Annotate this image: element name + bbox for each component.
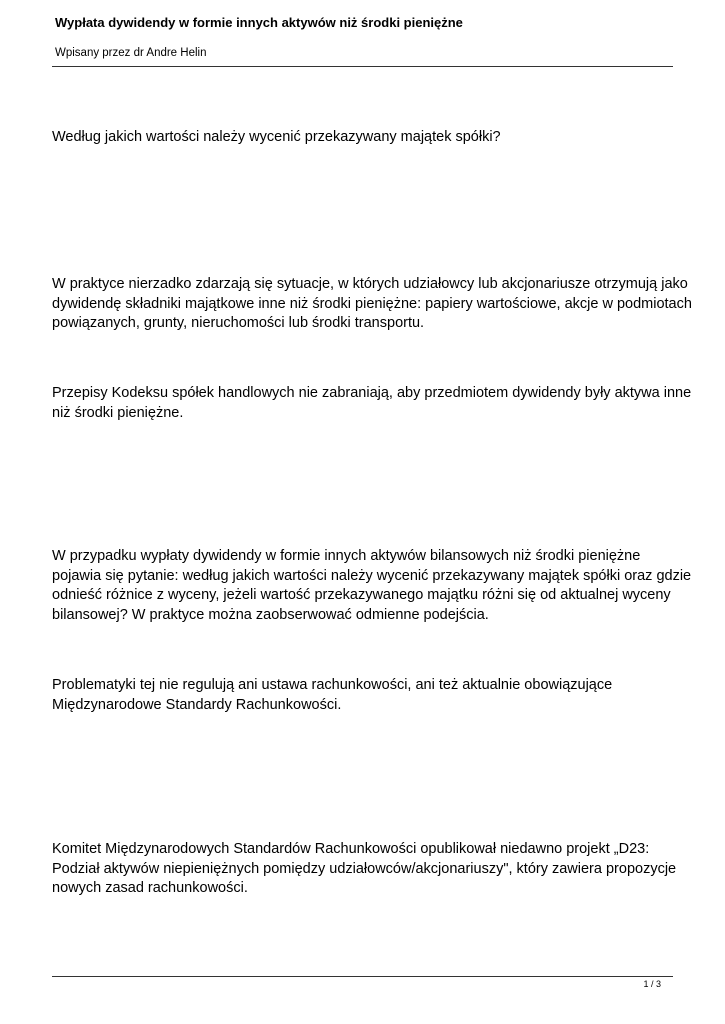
paragraph-valuation-question: W przypadku wypłaty dywidendy w formie innych aktywów bilansowych niż środki pieniężne pojawia się pytanie: według jakich wartości należy wycenić przekazywany majątek spółki oraz gdzie odnieść różnice z wyceny, jeżeli wartość przekazywanego majątku różni się od aktualnej wyceny bilansowej? W praktyce można zaobserwować odmienne podejścia. [52, 548, 692, 623]
page-number: 1 / 3 [643, 979, 661, 989]
paragraph-commercial-code: Przepisy Kodeksu spółek handlowych nie zabraniają, aby przedmiotem dywidendy były aktywa inne niż środki pieniężne. [52, 385, 692, 421]
document-author: Wpisany przez dr Andre Helin [55, 47, 207, 59]
header-divider [52, 66, 673, 67]
document-title: Wypłata dywidendy w formie innych aktywów niż środki pieniężne [55, 15, 463, 30]
paragraph-practice: W praktyce nierzadko zdarzają się sytuacje, w których udziałowcy lub akcjonariusze otrzymują jako dywidendę składniki majątkowe inne niż środki pieniężne: papiery wartościowe, akcje w podmiotach powiązanych, grunty, nieruchomości lub środki transportu. [52, 276, 692, 331]
paragraph-committee: Komitet Międzynarodowych Standardów Rachunkowości opublikował niedawno projekt „D23: Podział aktywów niepieniężnych pomiędzy udziałowców/akcjonariuszy", który zawiera propozycje nowych zasad rachunkowości. [52, 841, 677, 896]
paragraph-question: Według jakich wartości należy wycenić przekazywany majątek spółki? [52, 129, 501, 145]
footer-divider [52, 976, 673, 977]
paragraph-regulation: Problematyki tej nie regulują ani ustawa rachunkowości, ani też aktualnie obowiązujące Międzynarodowe Standardy Rachunkowości. [52, 677, 613, 713]
